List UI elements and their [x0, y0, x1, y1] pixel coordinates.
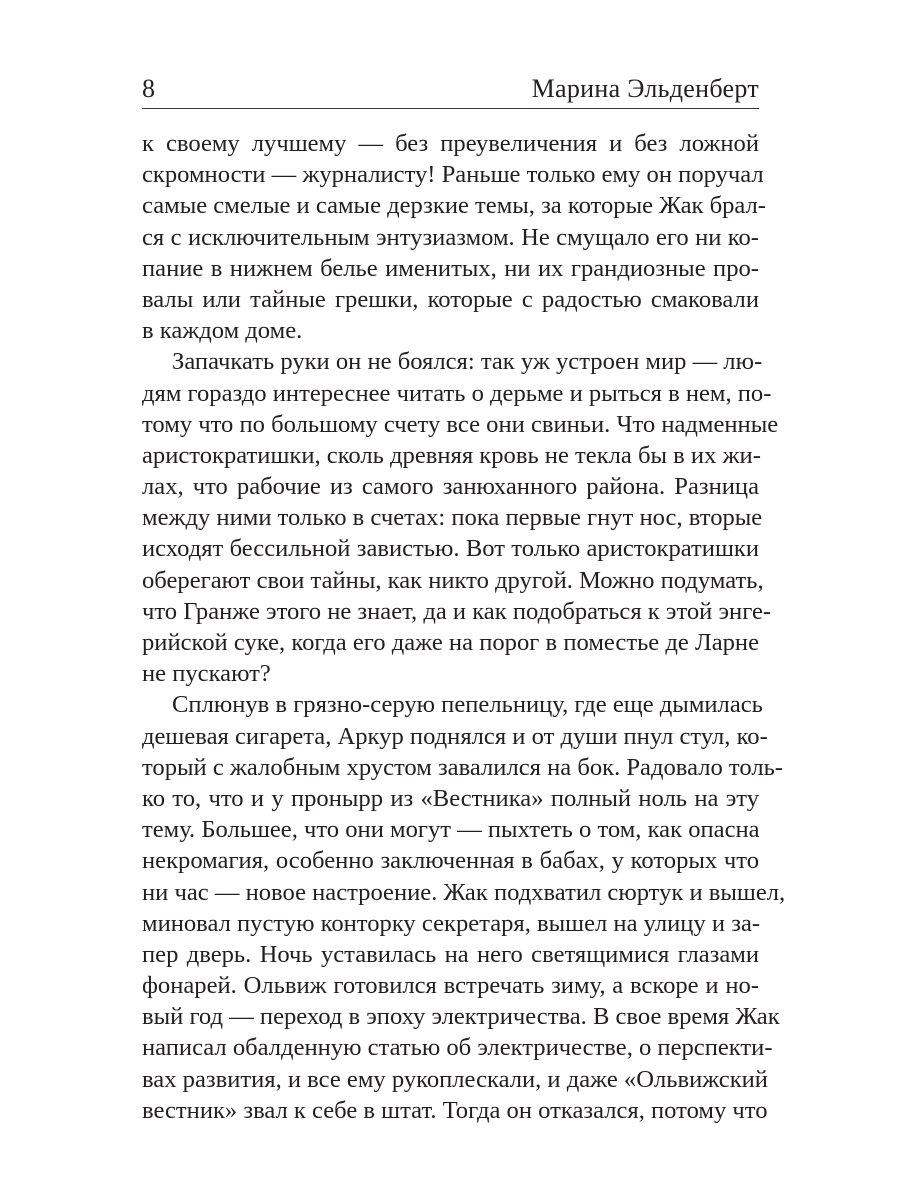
text-line: самые смелые и самые дерзкие темы, за которые Жак брал-: [142, 192, 766, 220]
text-line: Запачкать руки он не боялся: так уж устроен мир — лю-: [172, 348, 763, 376]
text-line: скромности — журналисту! Раньше только ему он поручал: [142, 161, 764, 189]
author-name: Марина Эльденберт: [531, 74, 759, 103]
text-line: ни час — новое настроение. Жак подхватил сюртук и вышел,: [142, 878, 786, 906]
text-line: вестник» звал к себе в штат. Тогда он отказался, потому что: [142, 1096, 768, 1124]
text-line: не пускают?: [142, 660, 271, 688]
text-line: тему. Большее, что они могут — пыхтеть о том, как опасна: [142, 816, 760, 844]
text-line: дешевая сигарета, Аркур поднялся и от души пнул стул, ко-: [142, 722, 768, 750]
text-line: некромагия, особенно заключенная в бабах, у которых что: [142, 847, 759, 875]
text-line: тому что по большому счету все они свиньи. Что надменные: [142, 410, 779, 438]
text-line: торый с жалобным хрустом завалился на бок. Радовало толь-: [142, 753, 783, 781]
text-line: вый год — переход в эпоху электричества. В свое время Жак: [142, 1003, 780, 1031]
text-line: ся с исключительным энтузиазмом. Не смущало его ни ко-: [142, 223, 759, 251]
text-line: дям гораздо интереснее читать о дерьме и рыться в нем, по-: [142, 379, 772, 407]
text-line: оберегают свои тайны, как никто другой. Можно подумать,: [142, 566, 764, 594]
text-line: в каждом доме.: [142, 317, 303, 345]
text-line: фонарей. Ольвиж готовился встречать зиму, а вскоре и но-: [142, 972, 759, 1000]
text-line: миновал пустую конторку секретаря, вышел на улицу и за-: [142, 909, 761, 937]
text-line: рийской суке, когда его даже на порог в поместье де Ларне: [142, 629, 759, 656]
text-line: между ними только в счетах: пока первые гнут нос, вторые: [142, 504, 763, 532]
text-line: ко то, что и у пронырр из «Вестника» полный ноль на эту: [142, 784, 759, 812]
text-line: валы или тайные грешки, которые с радостью смаковали: [142, 285, 759, 313]
text-line: аристократишки, сколь древняя кровь не текла бы в их жи-: [142, 441, 761, 469]
text-line: что Гранже этого не знает, да и как подобраться к этой энге-: [142, 597, 772, 625]
text-line: исходят бессильной завистью. Вот только аристократишки: [142, 535, 759, 563]
header-rule: [142, 108, 759, 109]
page-number: 8: [142, 74, 156, 103]
text-line: лах, что рабочие из самого занюханного района. Разница: [142, 473, 759, 501]
running-head: [142, 66, 759, 104]
text-line: Сплюнув в грязно-серую пепельницу, где еще дымилась: [172, 691, 763, 719]
text-line: пание в нижнем белье именитых, ни их грандиозные про-: [142, 254, 759, 282]
text-line: пер дверь. Ночь уставилась на него светящимися глазами: [142, 940, 759, 968]
text-line: вах развития, и все ему рукоплескали, и даже «Ольвижский: [142, 1065, 768, 1093]
text-line: написал обалденную статью об электричестве, о перспекти-: [142, 1034, 773, 1062]
body-text: [142, 128, 786, 1126]
text-line: к своему лучшему — без преувеличения и без ложной: [142, 130, 759, 157]
